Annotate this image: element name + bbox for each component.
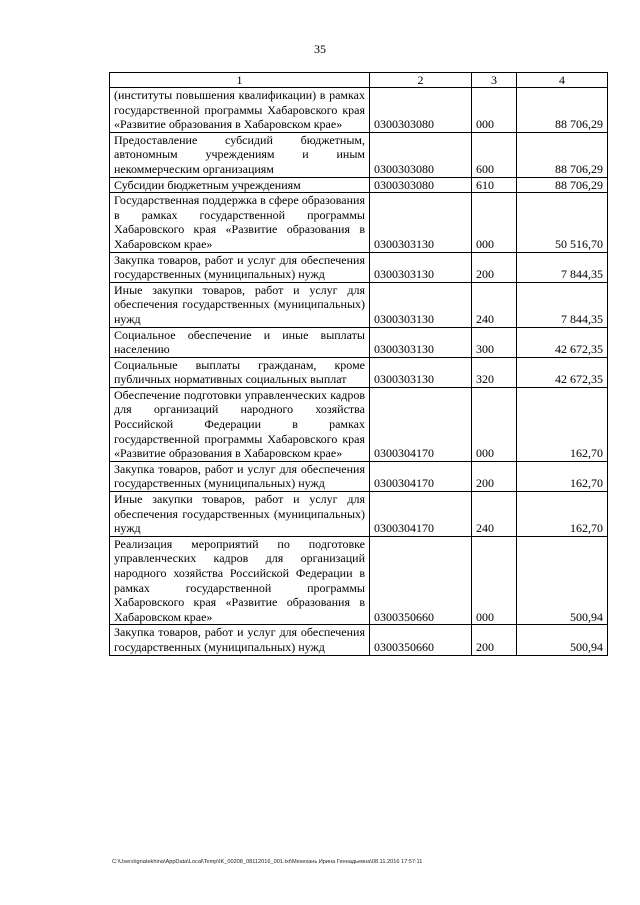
footer-file-path: C:\Users\ignatekhina\AppData\Local\Temp\IK_00208_08112016_001.txt\Мехехань Ирина Геннадьевна\08.11.2016 17:57:11 <box>112 859 423 865</box>
column-header: 3 <box>472 73 517 88</box>
row-type-cell: 240 <box>472 492 517 537</box>
row-name-cell: Иные закупки товаров, работ и услуг для обеспечения государственных (муниципальных) нужд <box>110 282 370 327</box>
budget-table <box>109 72 608 656</box>
row-code-cell: 0300304170 <box>370 387 472 461</box>
row-amount-cell: 88 706,29 <box>517 132 608 177</box>
row-type-cell: 000 <box>472 193 517 252</box>
row-name-cell: Социальное обеспечение и иные выплаты населению <box>110 327 370 357</box>
row-type-cell: 000 <box>472 536 517 625</box>
table-row <box>110 625 608 655</box>
table-row <box>110 536 608 625</box>
row-name-cell: Реализация мероприятий по подготовке управленческих кадров для организаций народного хозяйства Российской Федерации в рамках государственной программы Хабаровского края «Развитие образования в Хабаровском крае» <box>110 536 370 625</box>
row-amount-cell: 88 706,29 <box>517 88 608 133</box>
table-row <box>110 252 608 282</box>
row-type-cell: 320 <box>472 357 517 387</box>
row-code-cell: 0300303130 <box>370 193 472 252</box>
row-code-cell: 0300303130 <box>370 282 472 327</box>
row-name-cell: (институты повышения квалификации) в рамках государственной программы Хабаровского края «Развитие образования в Хабаровском крае» <box>110 88 370 133</box>
table-row <box>110 461 608 491</box>
row-amount-cell: 162,70 <box>517 492 608 537</box>
row-name-cell: Социальные выплаты гражданам, кроме публичных нормативных социальных выплат <box>110 357 370 387</box>
row-amount-cell: 7 844,35 <box>517 252 608 282</box>
page-number: 35 <box>314 42 326 56</box>
row-type-cell: 200 <box>472 625 517 655</box>
row-code-cell: 0300303080 <box>370 132 472 177</box>
table-row <box>110 282 608 327</box>
row-type-cell: 610 <box>472 177 517 193</box>
column-header: 4 <box>517 73 608 88</box>
column-header: 2 <box>370 73 472 88</box>
row-code-cell: 0300303130 <box>370 252 472 282</box>
table-row <box>110 177 608 193</box>
row-code-cell: 0300303080 <box>370 88 472 133</box>
row-code-cell: 0300350660 <box>370 536 472 625</box>
row-code-cell: 0300304170 <box>370 461 472 491</box>
row-name-cell: Иные закупки товаров, работ и услуг для обеспечения государственных (муниципальных) нужд <box>110 492 370 537</box>
row-type-cell: 200 <box>472 461 517 491</box>
row-amount-cell: 500,94 <box>517 625 608 655</box>
table-row <box>110 88 608 133</box>
row-amount-cell: 7 844,35 <box>517 282 608 327</box>
row-type-cell: 600 <box>472 132 517 177</box>
row-amount-cell: 500,94 <box>517 536 608 625</box>
row-amount-cell: 162,70 <box>517 461 608 491</box>
row-name-cell: Предоставление субсидий бюджетным, автономным учреждениям и иным некоммерческим организациям <box>110 132 370 177</box>
row-amount-cell: 162,70 <box>517 387 608 461</box>
row-code-cell: 0300304170 <box>370 492 472 537</box>
table-row <box>110 387 608 461</box>
row-name-cell: Обеспечение подготовки управленческих кадров для организаций народного хозяйства Российской Федерации в рамках государственной программы Хабаровского края «Развитие образования в Хабаровском крае» <box>110 387 370 461</box>
table-row <box>110 327 608 357</box>
row-code-cell: 0300350660 <box>370 625 472 655</box>
row-name-cell: Закупка товаров, работ и услуг для обеспечения государственных (муниципальных) нужд <box>110 461 370 491</box>
row-code-cell: 0300303080 <box>370 177 472 193</box>
row-name-cell: Закупка товаров, работ и услуг для обеспечения государственных (муниципальных) нужд <box>110 252 370 282</box>
row-type-cell: 300 <box>472 327 517 357</box>
table-row <box>110 132 608 177</box>
row-type-cell: 000 <box>472 387 517 461</box>
row-amount-cell: 42 672,35 <box>517 327 608 357</box>
row-type-cell: 000 <box>472 88 517 133</box>
row-name-cell: Государственная поддержка в сфере образования в рамках государственной программы Хабаровского края «Развитие образования в Хабаровском крае» <box>110 193 370 252</box>
row-code-cell: 0300303130 <box>370 357 472 387</box>
row-name-cell: Закупка товаров, работ и услуг для обеспечения государственных (муниципальных) нужд <box>110 625 370 655</box>
row-type-cell: 240 <box>472 282 517 327</box>
table-row <box>110 492 608 537</box>
row-amount-cell: 50 516,70 <box>517 193 608 252</box>
row-type-cell: 200 <box>472 252 517 282</box>
table-header-row <box>110 73 608 88</box>
table-row <box>110 357 608 387</box>
row-name-cell: Субсидии бюджетным учреждениям <box>110 177 370 193</box>
table-row <box>110 193 608 252</box>
row-code-cell: 0300303130 <box>370 327 472 357</box>
row-amount-cell: 88 706,29 <box>517 177 608 193</box>
column-header: 1 <box>110 73 370 88</box>
row-amount-cell: 42 672,35 <box>517 357 608 387</box>
